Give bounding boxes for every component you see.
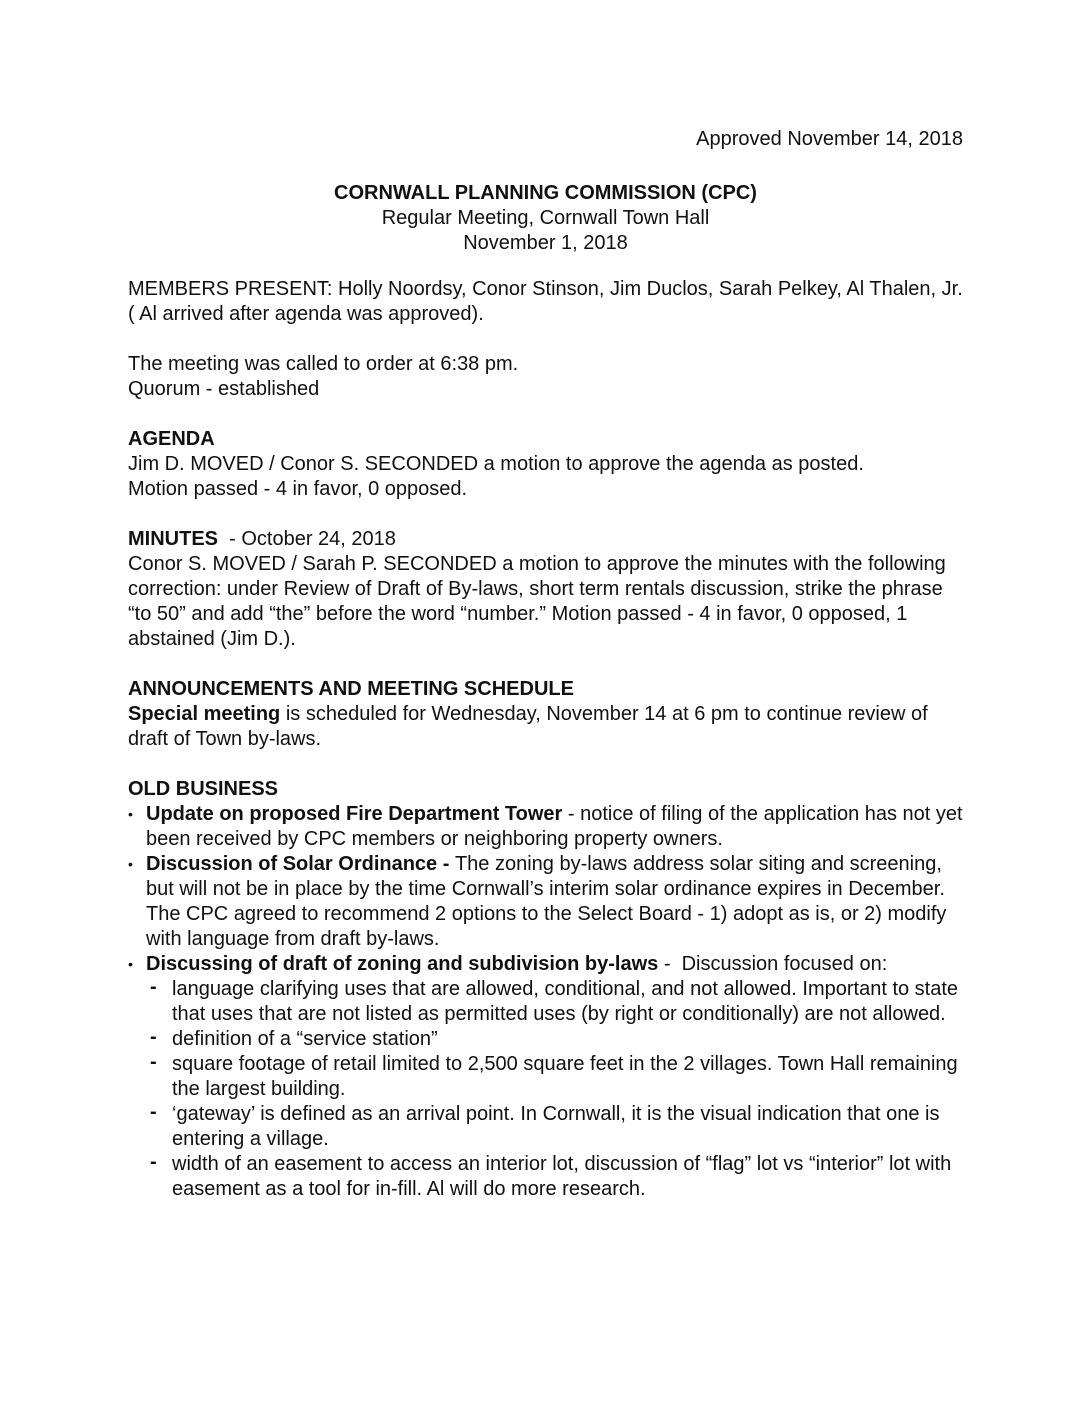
sub-list-item: - width of an easement to access an interior lot, discussion of “flag” lot vs “interior” lot with easement as a tool for in-fill. Al will do more research. (146, 1152, 963, 1202)
document-title: CORNWALL PLANNING COMMISSION (CPC) (334, 182, 757, 204)
document-header (128, 181, 963, 256)
call-to-order-text: The meeting was called to order at 6:38 pm. (128, 353, 519, 375)
list-item (128, 952, 963, 1202)
members-section (128, 277, 963, 327)
sub-list-item: - square footage of retail limited to 2,500 square feet in the 2 villages. Town Hall remaining the largest building. (146, 1052, 963, 1102)
item-title: Discussion of Solar Ordinance - (146, 853, 455, 875)
minutes-section (128, 527, 963, 652)
sub-list-item: - ‘gateway’ is defined as an arrival point. In Cornwall, it is the visual indication that one is entering a village. (146, 1102, 963, 1152)
call-to-order-section (128, 352, 963, 402)
minutes-date: - October 24, 2018 (218, 528, 396, 550)
old-business-list (128, 802, 963, 1202)
meeting-date: November 1, 2018 (463, 232, 628, 254)
agenda-heading: AGENDA (128, 428, 215, 450)
meeting-type: Regular Meeting, Cornwall Town Hall (381, 207, 710, 229)
document-page (128, 127, 963, 1202)
list-item (128, 852, 963, 952)
item-text: The zoning by-laws address solar siting and screening, but will not be in place by the time Cornwall’s interim solar ordinance expires in December. The CPC agreed to recommend 2 options to the Select Board - 1) adopt as is, or 2) modify with language from draft by-laws. (146, 853, 947, 950)
members-present-text: MEMBERS PRESENT: Holly Noordsy, Conor Stinson, Jim Duclos, Sarah Pelkey, Al Thalen, Jr. ( Al arrived after agenda was approved). (128, 278, 963, 325)
sub-list-item: - language clarifying uses that are allowed, conditional, and not allowed. Important to state that uses that are not listed as permitted uses (by right or conditionally) are not allowed. (146, 977, 963, 1027)
discussion-sublist (146, 977, 963, 1202)
item-title: Discussing of draft of zoning and subdivision by-laws (146, 953, 659, 975)
special-meeting-label: Special meeting (128, 703, 281, 725)
minutes-motion: Conor S. MOVED / Sarah P. SECONDED a motion to approve the minutes with the following correction: under Review of Draft of By-laws, short term rentals discussion, strike the phrase “to 50” and add “the” before the word “number.” Motion passed - 4 in favor, 0 opposed, 1 abstained (Jim D.). (128, 553, 946, 650)
minutes-heading: MINUTES (128, 528, 218, 550)
approval-note: Approved November 14, 2018 (696, 128, 963, 150)
agenda-section (128, 427, 963, 502)
announcements-heading: ANNOUNCEMENTS AND MEETING SCHEDULE (128, 678, 574, 700)
sub-list-item: - definition of a “service station” (146, 1027, 963, 1052)
item-title: Update on proposed Fire Department Tower (146, 803, 563, 825)
old-business-heading: OLD BUSINESS (128, 778, 279, 800)
quorum-text: Quorum - established (128, 378, 320, 400)
agenda-result: Motion passed - 4 in favor, 0 opposed. (128, 478, 468, 500)
list-item (128, 802, 963, 852)
old-business-section (128, 777, 963, 1202)
item-text: - notice of filing of the application has not yet been received by CPC members or neighboring property owners. (146, 803, 963, 850)
announcements-section (128, 677, 963, 752)
agenda-motion: Jim D. MOVED / Conor S. SECONDED a motion to approve the agenda as posted. (128, 453, 864, 475)
announcements-text (128, 702, 963, 752)
minutes-heading-line (128, 527, 963, 552)
item-text: - Discussion focused on: (658, 953, 888, 975)
special-meeting-details: is scheduled for Wednesday, November 14 at 6 pm to continue review of draft of Town by-laws. (128, 703, 928, 750)
